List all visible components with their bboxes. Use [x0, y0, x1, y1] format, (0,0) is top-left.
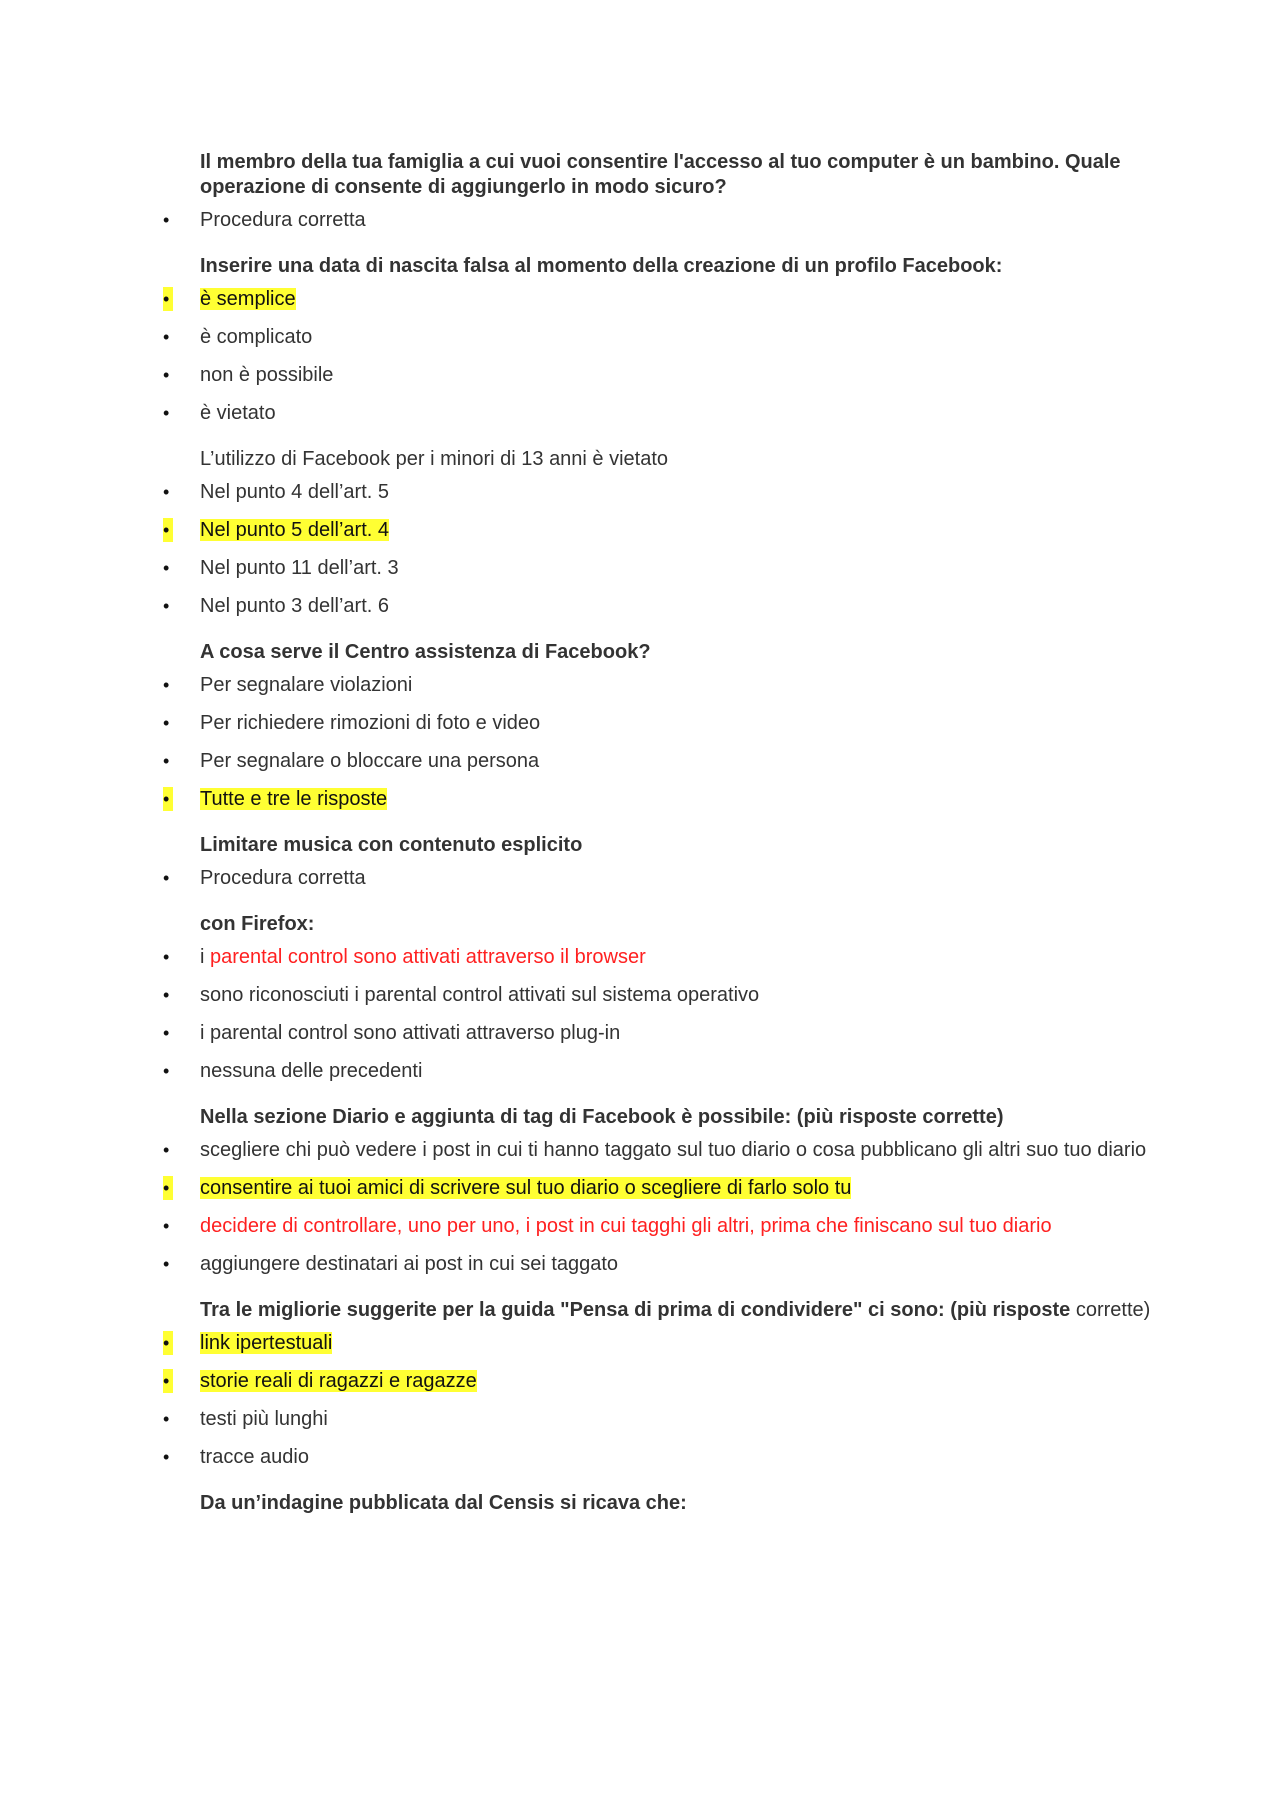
question-label: Tra le migliorie suggerite per la guida "Pensa di prima di condividere" ci sono: (più risposte — [200, 1299, 1071, 1321]
bullet-icon: • — [163, 1140, 170, 1160]
answer-text: sono riconosciuti i parental control attivati sul sistema operativo — [200, 984, 760, 1006]
question-label: Nella sezione Diario e aggiunta di tag di Facebook è possibile: (più risposte corrette) — [200, 1106, 1004, 1128]
answer-item — [0, 208, 1160, 232]
bullet-icon: • — [163, 327, 170, 347]
question-label: A cosa serve il Centro assistenza di Facebook? — [200, 641, 651, 663]
answer-list — [0, 1331, 1280, 1469]
answer-item — [0, 1176, 1160, 1200]
bullet-icon: • — [163, 787, 173, 811]
answer-item — [0, 518, 1160, 542]
question-text — [200, 912, 1160, 937]
question-block — [0, 1298, 1280, 1469]
answer-item — [0, 673, 1160, 697]
answer-list — [0, 208, 1280, 232]
answer-text: i parental control sono attivati attraverso plug-in — [200, 1022, 621, 1044]
bullet-icon: • — [163, 868, 170, 888]
answer-list — [0, 1138, 1280, 1276]
answer-item — [0, 1138, 1160, 1162]
bullet-icon: • — [163, 751, 170, 771]
bullet-icon: • — [163, 210, 170, 230]
answer-item — [0, 363, 1160, 387]
answer-text: Nel punto 3 dell’art. 6 — [200, 595, 390, 617]
bullet-icon: • — [163, 1447, 170, 1467]
question-label-tail: corrette) — [1075, 1299, 1151, 1321]
bullet-icon: • — [163, 558, 170, 578]
answer-item — [0, 711, 1160, 735]
answer-item — [0, 401, 1160, 425]
question-label: Limitare musica con contenuto esplicito — [200, 834, 583, 856]
question-label: Inserire una data di nascita falsa al momento della creazione di un profilo Facebook: — [200, 255, 1003, 277]
answer-item — [0, 787, 1160, 811]
bullet-icon: • — [163, 1409, 170, 1429]
question-block — [0, 150, 1280, 232]
answer-text: scegliere chi può vedere i post in cui ti hanno taggato sul tuo diario o cosa pubblicano gli altri suo tuo diario — [200, 1139, 1147, 1161]
answer-item — [0, 1021, 1160, 1045]
answer-text: Nel punto 11 dell’art. 3 — [200, 557, 399, 579]
bullet-icon: • — [163, 1369, 173, 1393]
answer-item — [0, 1214, 1160, 1238]
answer-item — [0, 1369, 1160, 1393]
bullet-icon: • — [163, 1331, 173, 1355]
bullet-icon: • — [163, 1023, 170, 1043]
question-text — [200, 1298, 1160, 1323]
bullet-icon: • — [163, 947, 170, 967]
bullet-icon: • — [163, 596, 170, 616]
bullet-icon: • — [163, 985, 170, 1005]
question-label: L’utilizzo di Facebook per i minori di 13 anni è vietato — [200, 448, 669, 470]
answer-item — [0, 1331, 1160, 1355]
answer-item — [0, 866, 1160, 890]
question-text — [200, 640, 1160, 665]
answer-item — [0, 749, 1160, 773]
answer-text: Tutte e tre le risposte — [200, 788, 388, 810]
question-text — [200, 150, 1160, 200]
answer-text: Per richiedere rimozioni di foto e video — [200, 712, 541, 734]
answer-item — [0, 1059, 1160, 1083]
bullet-icon: • — [163, 518, 173, 542]
question-text — [200, 447, 1160, 472]
answer-text: Procedura corretta — [200, 209, 366, 231]
answer-item — [0, 556, 1160, 580]
answer-item — [0, 983, 1160, 1007]
answer-text: è vietato — [200, 402, 276, 424]
answer-text: Procedura corretta — [200, 867, 366, 889]
answer-item — [0, 945, 1160, 969]
answer-text: parental control sono attivati attraverso il browser — [210, 946, 646, 968]
answer-text: Nel punto 5 dell’art. 4 — [200, 519, 390, 541]
answer-item — [0, 287, 1160, 311]
answer-text: testi più lunghi — [200, 1408, 328, 1430]
question-block — [0, 447, 1280, 618]
question-text — [200, 1491, 1160, 1516]
question-block — [0, 254, 1280, 425]
question-block — [0, 640, 1280, 811]
answer-list — [0, 945, 1280, 1083]
answer-list — [0, 480, 1280, 618]
answer-text: non è possibile — [200, 364, 334, 386]
bullet-icon: • — [163, 365, 170, 385]
answer-item — [0, 1252, 1160, 1276]
bullet-icon: • — [163, 1061, 170, 1081]
answer-text: tracce audio — [200, 1446, 309, 1468]
answer-text: Per segnalare violazioni — [200, 674, 413, 696]
answer-text: decidere di controllare, uno per uno, i post in cui tagghi gli altri, prima che finiscano sul tuo diario — [200, 1215, 1052, 1237]
answer-text: Per segnalare o bloccare una persona — [200, 750, 540, 772]
answer-text: è complicato — [200, 326, 313, 348]
answer-item — [0, 1445, 1160, 1469]
bullet-icon: • — [163, 1254, 170, 1274]
question-label: Il membro della tua famiglia a cui vuoi consentire l'accesso al tuo computer è un bambino. Quale operazione di consente di aggiungerlo in modo sicuro? — [200, 151, 1121, 198]
answer-text: nessuna delle precedenti — [200, 1060, 423, 1082]
question-block — [0, 1491, 1280, 1516]
question-text — [200, 833, 1160, 858]
answer-text: consentire ai tuoi amici di scrivere sul tuo diario o scegliere di farlo solo tu — [200, 1177, 852, 1199]
answer-item — [0, 1407, 1160, 1431]
question-label: con Firefox: — [200, 913, 315, 935]
bullet-icon: • — [163, 713, 170, 733]
question-text — [200, 1105, 1160, 1130]
answer-list — [0, 673, 1280, 811]
bullet-icon: • — [163, 1216, 170, 1236]
question-block — [0, 912, 1280, 1083]
answer-item — [0, 480, 1160, 504]
bullet-icon: • — [163, 482, 170, 502]
question-block — [0, 1105, 1280, 1276]
bullet-icon: • — [163, 403, 170, 423]
answer-text: Nel punto 4 dell’art. 5 — [200, 481, 390, 503]
answer-list — [0, 866, 1280, 890]
answer-item — [0, 325, 1160, 349]
answer-text: aggiungere destinatari ai post in cui sei taggato — [200, 1253, 619, 1275]
question-block — [0, 833, 1280, 890]
quiz-content — [0, 150, 1280, 1516]
answer-text: è semplice — [200, 288, 296, 310]
bullet-icon: • — [163, 1176, 173, 1200]
bullet-icon: • — [163, 675, 170, 695]
answer-item — [0, 594, 1160, 618]
bullet-icon: • — [163, 287, 173, 311]
answer-prefix: i — [200, 946, 210, 968]
answer-text: storie reali di ragazzi e ragazze — [200, 1370, 477, 1392]
answer-list — [0, 287, 1280, 425]
answer-text: link ipertestuali — [200, 1332, 333, 1354]
question-text — [200, 254, 1160, 279]
question-label: Da un’indagine pubblicata dal Censis si ricava che: — [200, 1492, 687, 1514]
